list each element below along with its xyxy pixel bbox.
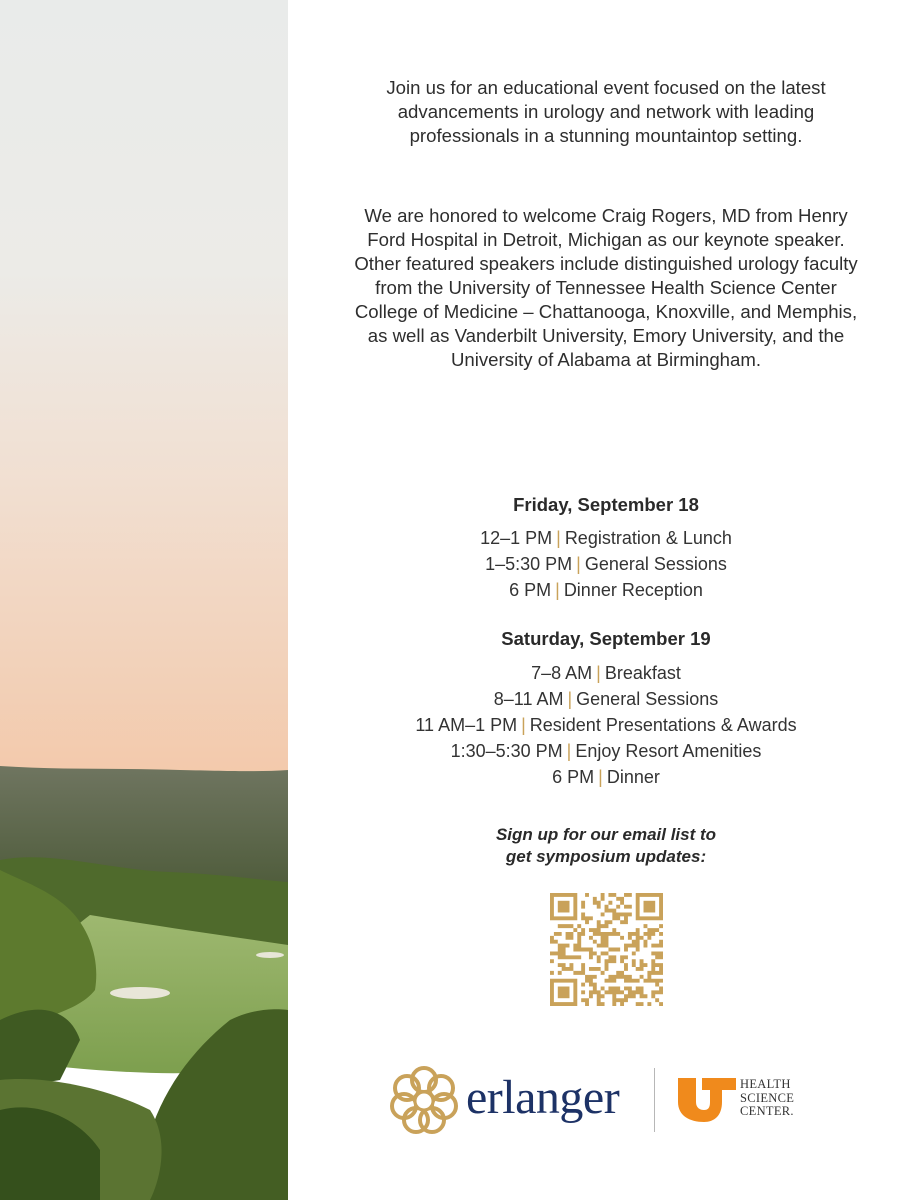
ut-health-science-center-text [740,1078,794,1119]
schedule-row [288,712,924,738]
schedule-event: Dinner [606,767,660,787]
schedule-row [288,738,924,764]
landscape-photo [0,0,288,1200]
signup-line-2: get symposium updates: [505,847,707,866]
landscape-illustration [0,0,288,1200]
schedule-time: 6 PM [552,767,595,787]
sponsor-logos [388,1060,838,1140]
intro-paragraph: Join us for an educational event focused on the latest advancements in urology and network with leading professionals in a stunning mountaintop setting. [386,77,826,146]
schedule-time: 11 AM–1 PM [415,715,518,735]
schedule-row [288,525,924,551]
schedule-event: Enjoy Resort Amenities [575,741,762,761]
signup-line-1: Sign up for our email list to [495,825,717,844]
saturday-title: Saturday, September 19 [501,628,711,649]
schedule-event: Registration & Lunch [564,528,732,548]
schedule-row [288,660,924,686]
schedule-separator: | [596,663,601,683]
schedule-time: 1:30–5:30 PM [450,741,563,761]
friday-title: Friday, September 18 [513,494,699,515]
schedule-event: Resident Presentations & Awards [529,715,797,735]
signup-prompt [288,824,924,868]
schedule-separator: | [521,715,526,735]
erlanger-logo-text: erlanger [466,1071,620,1124]
schedule-row [288,686,924,712]
schedule-row [288,764,924,790]
schedule-time: 8–11 AM [493,689,564,709]
speakers-paragraph: We are honored to welcome Craig Rogers, MD from Henry Ford Hospital in Detroit, Michigan as our keynote speaker. Other featured speakers include distinguished urology faculty from the University of Tennessee Health Science Center College of Medicine – Chattanooga, Knoxville, and Memphis, as well as Vanderbilt University, Emory University, and the University of Alabama at Birmingham. [354,205,858,370]
schedule-event: General Sessions [576,689,719,709]
schedule-separator: | [567,689,573,709]
ut-text-line-1: HEALTH [740,1077,791,1091]
schedule-separator: | [576,554,581,574]
qr-code-graphic [550,893,663,1006]
schedule-separator: | [556,528,561,548]
schedule-event: General Sessions [584,554,727,574]
schedule-row [288,551,924,577]
schedule-separator: | [598,767,603,787]
saturday-schedule [288,660,924,790]
schedule-row [288,577,924,603]
friday-schedule [288,525,924,603]
ut-logo-icon [678,1078,736,1122]
schedule-event: Breakfast [604,663,681,683]
ut-text-line-2: SCIENCE [740,1090,795,1105]
schedule-time: 1–5:30 PM [485,554,573,574]
event-info-panel [288,0,924,1200]
erlanger-flower-icon [388,1064,460,1136]
schedule-event: Dinner Reception [563,580,703,600]
schedule-time: 7–8 AM [531,663,593,683]
qr-code[interactable] [550,893,663,1006]
schedule-time: 6 PM [509,580,552,600]
ut-text-line-3: CENTER. [740,1104,794,1118]
schedule-separator: | [566,741,572,761]
schedule-time: 12–1 PM [480,528,553,548]
logo-divider [654,1068,655,1132]
schedule-separator: | [555,580,560,600]
